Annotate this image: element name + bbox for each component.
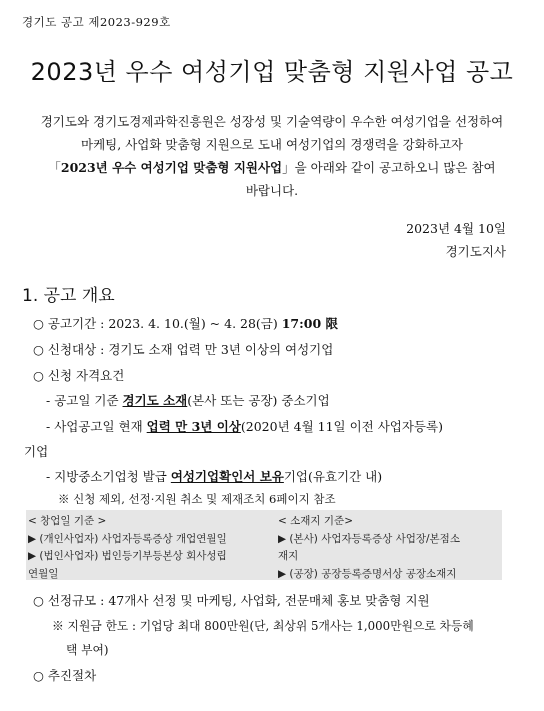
req-text: (2020년 4월 11일 이전 사업자등록)	[240, 419, 443, 434]
funding-note: ※ 지원금 한도 : 기업당 최대 800만원(단, 최상위 5개사는 1,000만원으로 차등혜	[52, 619, 474, 633]
criteria-item: ▶ (본사) 사업자등록증상 사업장/본점소	[278, 532, 460, 545]
section-title: 1. 공고 개요	[22, 286, 115, 306]
criteria-item: ▶ (개인사업자) 사업자등록증상 개업연월일	[28, 532, 227, 545]
issue-block	[406, 217, 506, 263]
intro-text: 」을 아래와 같이 공고하오니 많은 참여	[282, 160, 496, 175]
req-text: - 지방중소기업청 발급	[46, 469, 171, 484]
intro-line	[30, 156, 514, 179]
intro-line: 경기도와 경기도경제과학진흥원은 성장성 및 기술역량이 우수한 여성기업을 선정하여	[40, 114, 504, 129]
issue-date: 2023년 4월 10일	[406, 221, 506, 236]
req-text: - 사업공고일 현재	[46, 419, 147, 434]
req-emphasis: 업력 만 3년 이상	[146, 419, 241, 434]
program-name: 2023년 우수 여성기업 맞춤형 지원사업	[60, 160, 283, 175]
req-text: (본사 또는 공장) 중소기업	[187, 393, 330, 408]
criteria-item: 연월일	[28, 567, 59, 580]
req-emphasis: 여성기업확인서 보유	[170, 469, 284, 484]
notice-number: 경기도 공고 제2023-929호	[22, 15, 171, 29]
bracket-open: 「	[48, 160, 61, 175]
criteria-item: 재지	[278, 550, 299, 562]
requirement-item	[46, 391, 330, 409]
criteria-item: ▶ (공장) 공장등록증명서상 공장소재지	[278, 567, 457, 580]
req-text: - 공고일 기준	[46, 393, 123, 408]
scale-line: ○ 선정규모 : 47개사 선정 및 마케팅, 사업화, 전문매체 홍보 맞춤형 지원	[33, 593, 430, 608]
intro-line: 마케팅, 사업화 맞춤형 지원으로 도내 여성기업의 경쟁력을 강화하고자	[81, 137, 463, 152]
period-deadline: 17:00 限	[281, 316, 338, 331]
intro-paragraph	[30, 110, 514, 202]
target-line: ○ 신청대상 : 경기도 소재 업력 만 3년 이상의 여성기업	[33, 342, 334, 357]
req-emphasis: 경기도 소재	[122, 393, 188, 408]
location-criteria	[278, 513, 500, 583]
req-text: 기업(유효기간 내)	[283, 469, 383, 484]
period-line	[33, 314, 338, 332]
criteria-item: ▶ (법인사업자) 법인등기부등본상 회사성립	[28, 550, 227, 562]
criteria-heading: < 창업일 기준 >	[28, 515, 107, 527]
requirement-continuation: 기업	[24, 444, 49, 459]
criteria-heading: < 소재지 기준>	[278, 515, 353, 527]
funding-note-continuation: 택 부여)	[66, 643, 109, 657]
criteria-box	[26, 510, 502, 580]
period-label: ○ 공고기간 : 2023. 4. 10.(월) ~ 4. 28(금)	[33, 316, 282, 331]
requirements-heading: ○ 신청 자격요건	[33, 368, 125, 383]
page-title: 2023년 우수 여성기업 맞춤형 지원사업 공고	[30, 58, 514, 86]
issuer: 경기도지사	[445, 244, 506, 259]
intro-line: 바랍니다.	[245, 183, 299, 198]
requirement-item	[46, 417, 443, 435]
requirement-item	[46, 467, 382, 485]
founding-criteria	[28, 513, 272, 583]
reference-note: ※ 신청 제외, 선정·지원 취소 및 제재조치 6페이지 참조	[58, 492, 336, 506]
procedure-heading: ○ 추진절차	[33, 668, 97, 683]
